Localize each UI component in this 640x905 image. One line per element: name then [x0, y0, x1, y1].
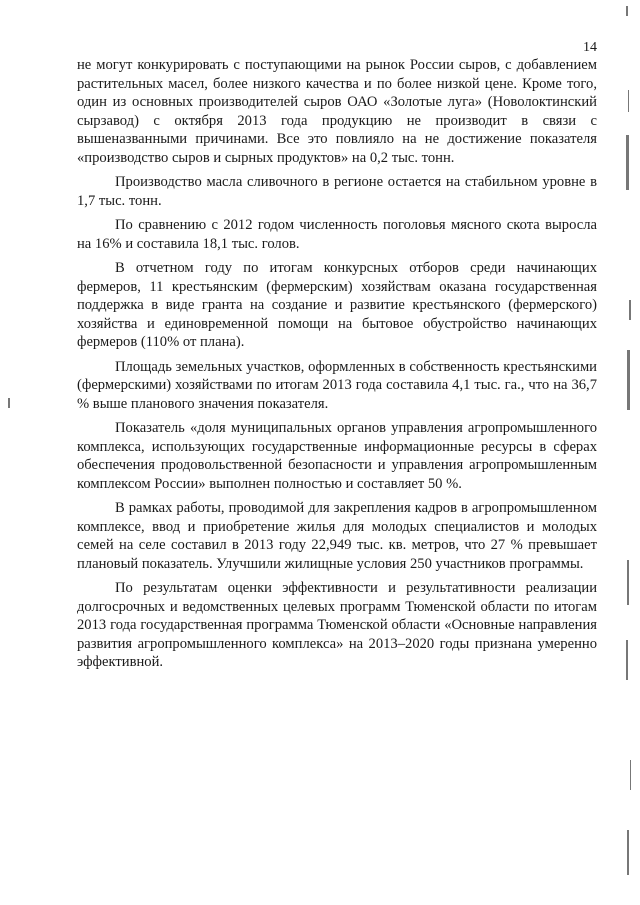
scan-artifact: [627, 350, 630, 410]
scan-artifact: [628, 90, 629, 112]
scan-artifact: [630, 760, 631, 790]
paragraph: В рамках работы, проводимой для закрепления кадров в агропромышленном комплексе, ввод и приобретение жилья для молодых специалистов и молодых семей на селе составил в 2013 году 22,949 тыс. кв. метров, что 27 % превышает плановый показатель. Улучшили жилищные условия 250 участников программы.: [77, 500, 597, 572]
paragraph: не могут конкурировать с поступающими на рынок России сыров, с добавлением растительных масел, более низкого качества и по более низкой цене. Кроме того, один из основных производителей сыров ОАО «Золотые луга» (Новолоктинский сырзавод) с октября 2013 года продукцию не производит в связи с вышеназванными причинами. Все это повлияло на не достижение показателя «производство сыров и сырных продуктов» на 0,2 тыс. тонн.: [77, 57, 597, 166]
scan-artifact: [626, 135, 629, 190]
page-number: 14: [583, 40, 597, 55]
scan-artifact: [627, 560, 629, 605]
paragraph: Производство масла сливочного в регионе остается на стабильном уровне в 1,7 тыс. тонн.: [77, 174, 597, 209]
scan-artifact: [626, 640, 628, 680]
paragraph: По результатам оценки эффективности и результативности реализации долгосрочных и ведомственных целевых программ Тюменской области по итогам 2013 года государственная программа Тюменской области «Основные направления развития агропромышленного комплекса» на 2013–2020 годы признана умеренно эффективной.: [77, 580, 597, 670]
document-body: [77, 56, 597, 672]
paragraph: Площадь земельных участков, оформленных в собственность крестьянскими (фермерскими) хозяйствами по итогам 2013 года составила 4,1 тыс. га., что на 36,7 % выше планового значения показателя.: [77, 358, 597, 412]
scan-artifact: [629, 300, 631, 320]
paragraph: Показатель «доля муниципальных органов управления агропромышленного комплекса, использующих государственные информационные ресурсы в сферах обеспечения продовольственной безопасности и управления агропромышленным комплексом России» выполнен полностью и составляет 50 %.: [77, 420, 597, 492]
paragraph: По сравнению с 2012 годом численность поголовья мясного скота выросла на 16% и составила 18,1 тыс. голов.: [77, 217, 597, 252]
paragraph: В отчетном году по итогам конкурсных отборов среди начинающих фермеров, 11 крестьянским (фермерским) хозяйствам оказана государственная поддержка в виде гранта на создание и развитие крестьянского (фермерского) хозяйства и единовременной помощи на бытовое обустройство начинающих фермеров (110% от плана).: [77, 260, 597, 350]
scan-artifact: [626, 6, 628, 16]
scan-artifact: [8, 398, 10, 408]
scan-artifact: [627, 830, 629, 875]
